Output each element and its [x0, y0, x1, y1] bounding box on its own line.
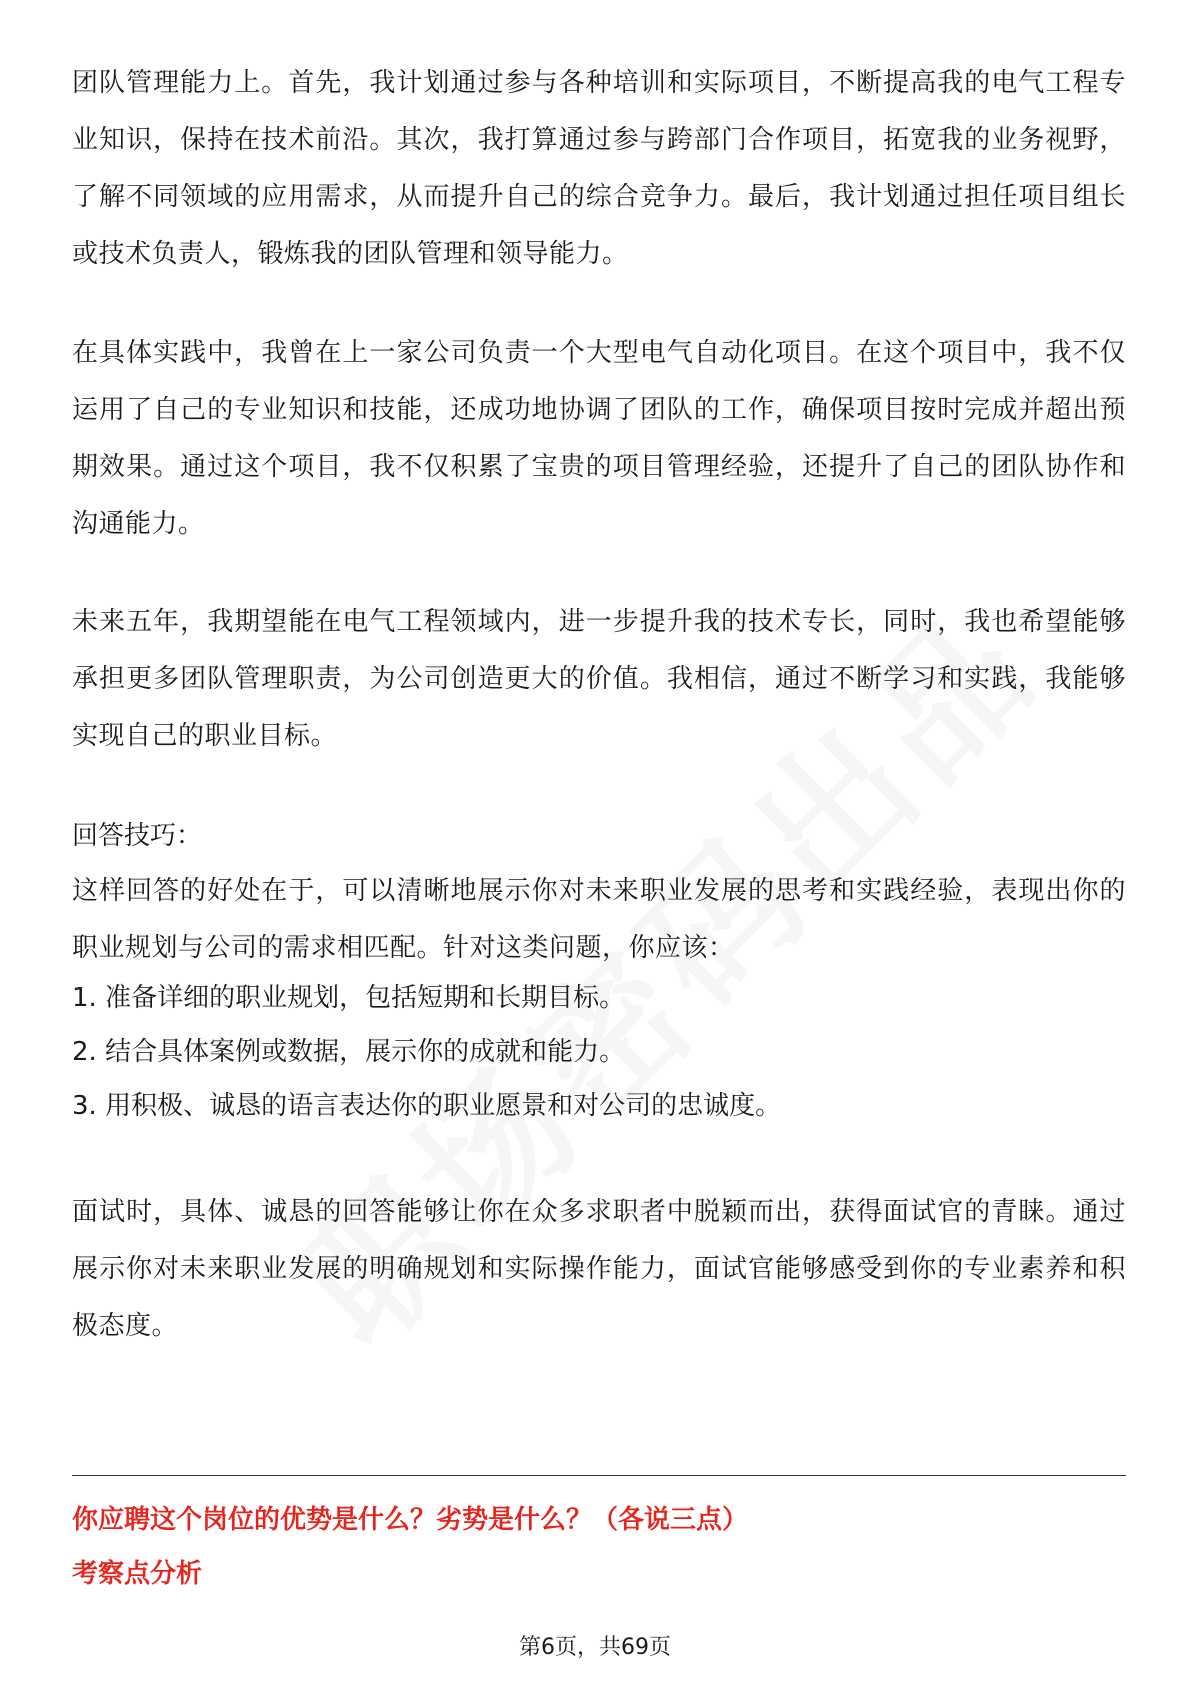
tips-item-2: 2. 结合具体案例或数据，展示你的成就和能力。	[72, 1037, 626, 1067]
tips-heading: 回答技巧：	[72, 821, 203, 851]
section-divider	[72, 1475, 1126, 1476]
next-question-subtitle: 考察点分析	[72, 1559, 203, 1589]
document-page	[72, 0, 1126, 1684]
paragraph-plan: 团队管理能力上。首先，我计划通过参与各种培训和实际项目，不断提高我的电气工程专业知识，保持在技术前沿。其次，我打算通过参与跨部门合作项目，拓宽我的业务视野，了解不同领域的应用需求，从而提升自己的综合竞争力。最后，我计划通过担任项目组长或技术负责人，锻炼我的团队管理和领导能力。	[72, 68, 1126, 269]
paragraph-future: 未来五年，我期望能在电气工程领域内，进一步提升我的技术专长，同时，我也希望能够承担更多团队管理职责，为公司创造更大的价值。我相信，通过不断学习和实践，我能够实现自己的职业目标。	[72, 607, 1126, 751]
next-question-title: 你应聘这个岗位的优势是什么？劣势是什么？（各说三点）	[72, 1505, 749, 1535]
tips-item-1: 1. 准备详细的职业规划，包括短期和长期目标。	[72, 983, 626, 1013]
paragraph-closing: 面试时，具体、诚恳的回答能够让你在众多求职者中脱颖而出，获得面试官的青睐。通过展示你对未来职业发展的明确规划和实际操作能力，面试官能够感受到你的专业素养和积极态度。	[72, 1197, 1126, 1341]
tips-item-3: 3. 用积极、诚恳的语言表达你的职业愿景和对公司的忠诚度。	[72, 1091, 782, 1121]
tips-intro: 这样回答的好处在于，可以清晰地展示你对未来职业发展的思考和实践经验，表现出你的职业规划与公司的需求相匹配。针对这类问题，你应该：	[72, 876, 1126, 963]
paragraph-practice: 在具体实践中，我曾在上一家公司负责一个大型电气自动化项目。在这个项目中，我不仅运用了自己的专业知识和技能，还成功地协调了团队的工作，确保项目按时完成并超出预期效果。通过这个项目，我不仅积累了宝贵的项目管理经验，还提升了自己的团队协作和沟通能力。	[72, 338, 1126, 539]
page-number: 第6页，共69页	[519, 1635, 671, 1660]
